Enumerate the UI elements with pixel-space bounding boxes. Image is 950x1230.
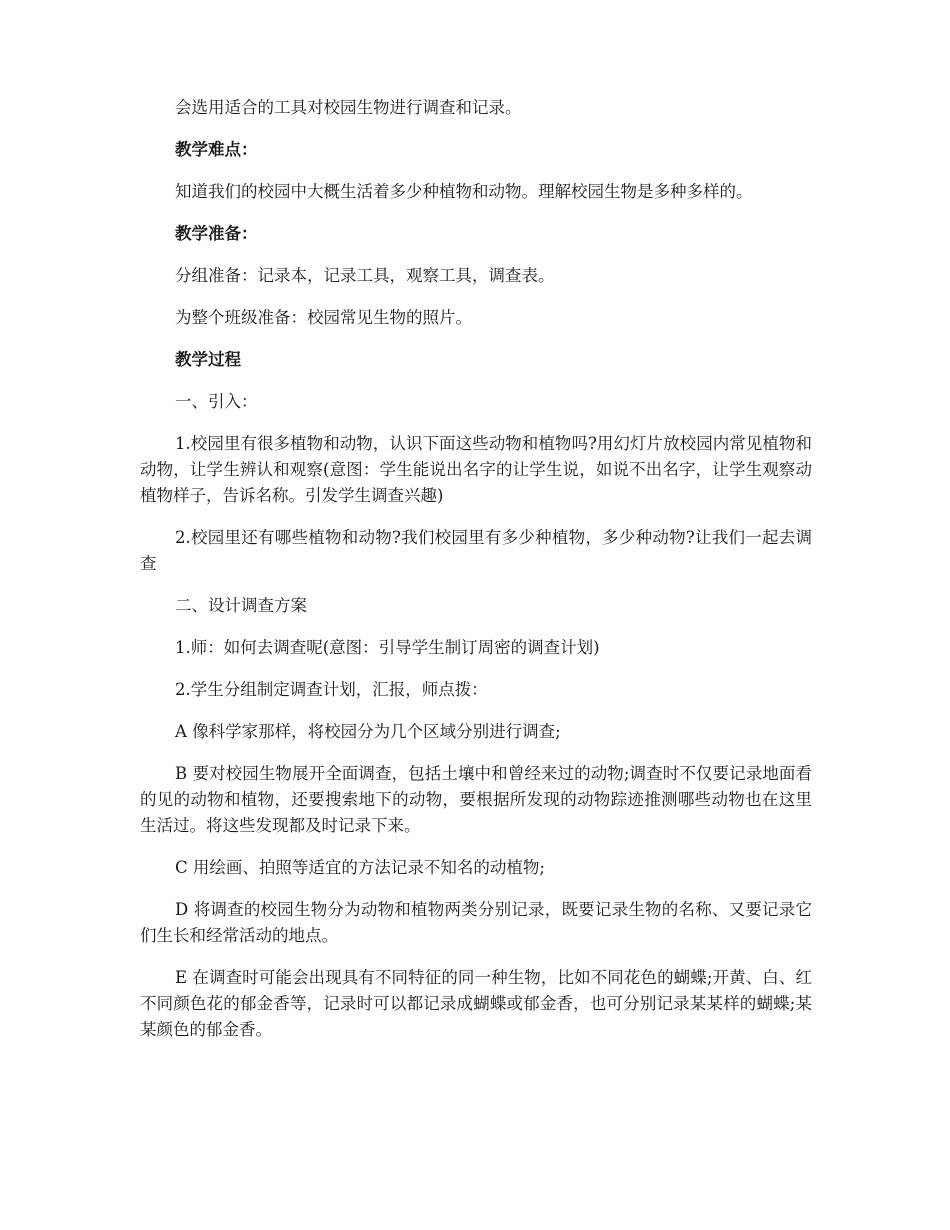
paragraph-group-prep: 分组准备：记录本，记录工具，观察工具，调查表。 — [175, 266, 555, 285]
paragraph-objective: 会选用适合的工具对校园生物进行调查和记录。 — [175, 98, 522, 117]
section-introduction: 一、引入： — [175, 392, 258, 411]
section-design-plan: 二、设计调查方案 — [175, 596, 307, 615]
heading-difficulty: 教学难点： — [175, 140, 258, 159]
paragraph-difficulty: 知道我们的校园中大概生活着多少种植物和动物。理解校园生物是多种多样的。 — [175, 182, 753, 201]
paragraph-class-prep: 为整个班级准备：校园常见生物的照片。 — [175, 308, 472, 327]
paragraph-design-1: 1.师：如何去调查呢(意图：引导学生制订周密的调查计划) — [175, 638, 600, 657]
paragraph-item-a: A 像科学家那样，将校园分为几个区域分别进行调查; — [175, 722, 561, 741]
paragraph-item-d: D 将调查的校园生物分为动物和植物两类分别记录，既要记录生物的名称、又要记录它们生长和经常活动的地点。 — [140, 900, 812, 945]
document-body — [140, 95, 812, 1059]
paragraph-design-2: 2.学生分组制定调查计划，汇报，师点拨： — [175, 680, 488, 699]
heading-process: 教学过程 — [175, 350, 241, 369]
paragraph-item-c: C 用绘画、拍照等适宜的方法记录不知名的动植物; — [175, 858, 545, 877]
paragraph-item-e: E 在调查时可能会出现具有不同特征的同一种生物，比如不同花色的蝴蝶;开黄、白、红不同颜色花的郁金香等，记录时可以都记录成蝴蝶或郁金香，也可分别记录某某样的蝴蝶;某某颜色的郁金香。 — [140, 968, 812, 1039]
paragraph-item-b: B 要对校园生物展开全面调查，包括土壤中和曾经来过的动物;调查时不仅要记录地面看的见的动物和植物，还要搜索地下的动物，要根据所发现的动物踪迹推测哪些动物也在这里生活过。将这些发现都及时记录下来。 — [140, 764, 812, 835]
paragraph-intro-1: 1.校园里有很多植物和动物，认识下面这些动物和植物吗?用幻灯片放校园内常见植物和动物，让学生辨认和观察(意图：学生能说出名字的让学生说，如说不出名字，让学生观察动植物样子，告诉名称。引发学生调查兴趣) — [140, 434, 812, 505]
heading-preparation: 教学准备： — [175, 224, 258, 243]
paragraph-intro-2: 2.校园里还有哪些植物和动物?我们校园里有多少种植物，多少种动物?让我们一起去调查 — [140, 528, 812, 573]
